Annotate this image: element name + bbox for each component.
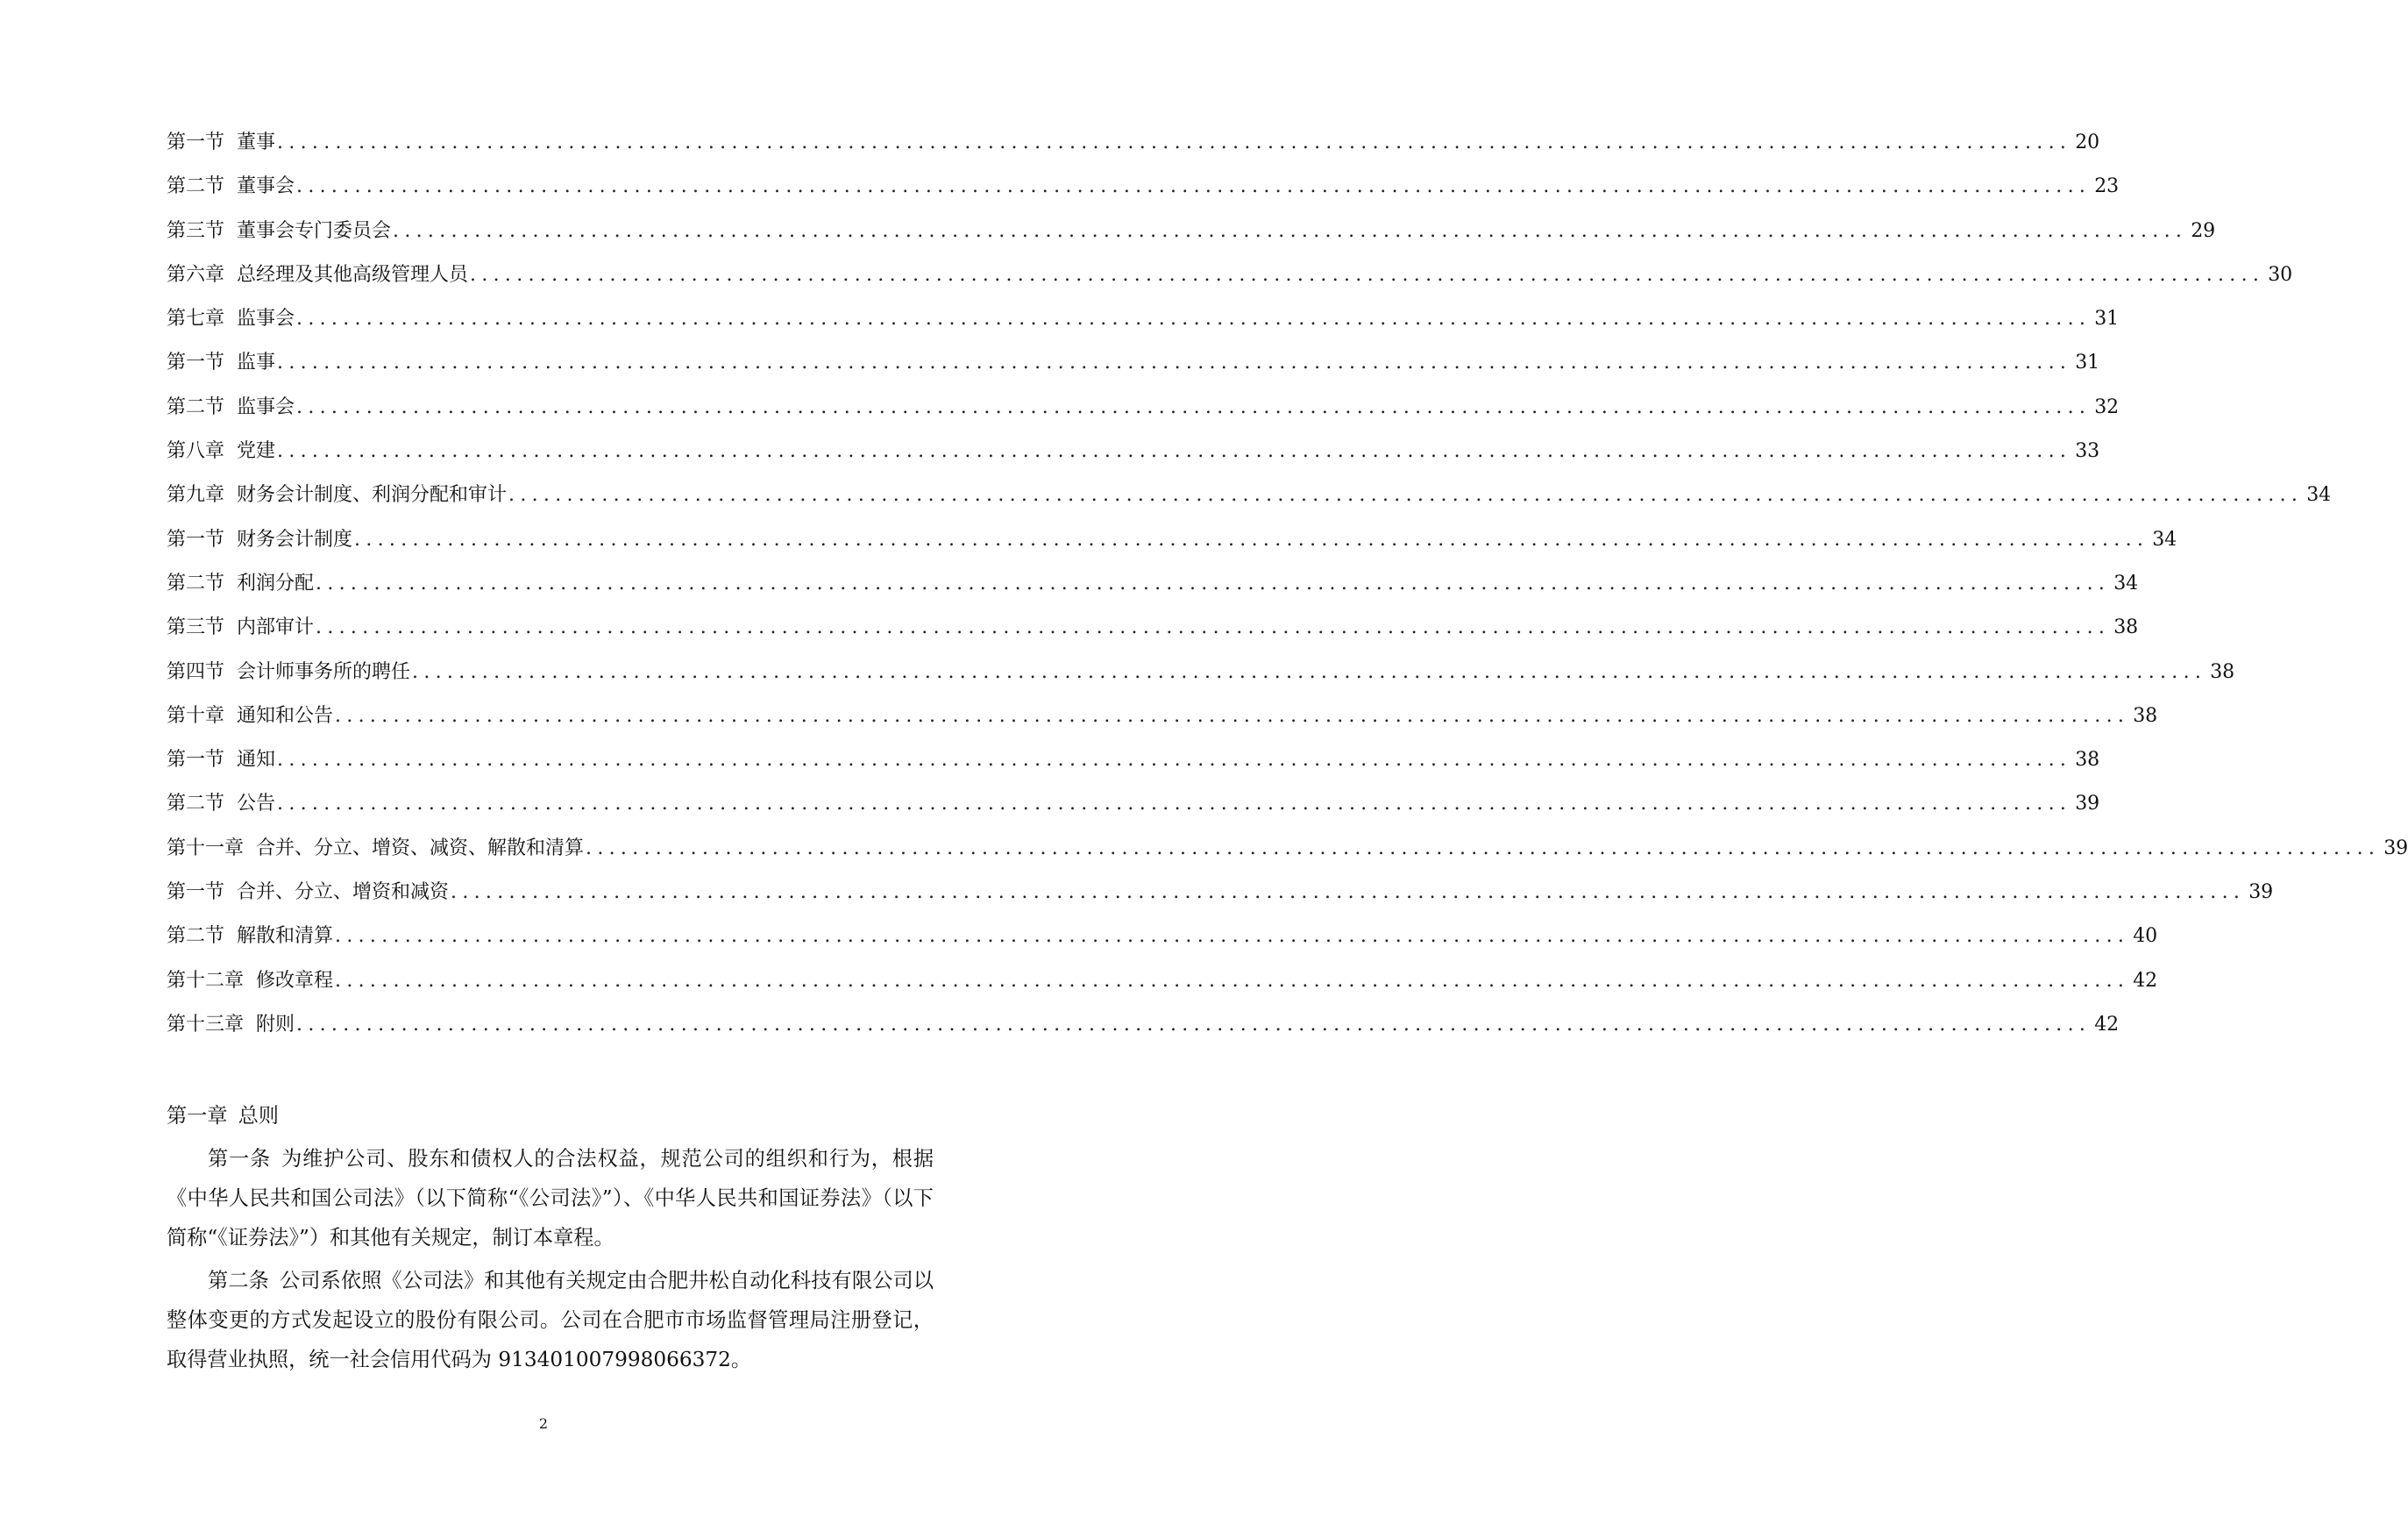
toc-entry-page: 34: [2113, 572, 2139, 595]
toc-entry-title: 合并、分立、增资和减资: [237, 881, 450, 904]
toc-entry-page: 20: [2075, 132, 2100, 153]
toc-entry-title: 监事会: [237, 395, 295, 418]
toc-entry-number: 第十章: [167, 704, 225, 727]
toc-entry[interactable]: [167, 968, 2158, 1012]
toc-entry[interactable]: [167, 571, 2139, 615]
toc-entry-number: 第十二章: [167, 969, 245, 992]
toc-entry-page: 29: [2191, 219, 2216, 242]
toc-dot-leader: ..........................................................................................................................................................: [296, 1013, 2092, 1036]
toc-dot-leader: ..........................................................................................................................................................: [508, 484, 2304, 507]
toc-entry-number: 第一节: [167, 749, 225, 772]
toc-entry-page: 42: [2133, 969, 2158, 992]
body-text: [167, 1096, 934, 1383]
toc-entry-page: 30: [2268, 263, 2293, 286]
toc-entry-label: [167, 350, 275, 376]
toc-entry-label: [167, 262, 468, 288]
toc-entry-number: 第二节: [167, 925, 225, 948]
toc-dot-leader: ..........................................................................................................................................................: [354, 528, 2149, 551]
toc-entry-title: 通知: [237, 749, 276, 772]
toc-dot-leader: ..........................................................................................................................................................: [277, 749, 2072, 772]
toc-entry[interactable]: [167, 262, 2293, 306]
toc-entry-number: 第一节: [167, 528, 225, 551]
toc-entry[interactable]: [167, 395, 2120, 438]
toc-entry-label: [167, 923, 333, 950]
toc-entry[interactable]: [167, 836, 2408, 879]
toc-dot-leader: ..........................................................................................................................................................: [335, 925, 2130, 948]
toc-dot-leader: ..........................................................................................................................................................: [277, 793, 2072, 815]
chapter-number: 第一章: [167, 1104, 228, 1128]
toc-entry-page: 42: [2094, 1013, 2120, 1036]
toc-dot-leader: ..........................................................................................................................................................: [296, 395, 2092, 418]
toc-entry-number: 第十三章: [167, 1013, 245, 1036]
chapter-title: 总则: [238, 1104, 279, 1128]
toc-entry-title: 通知和公告: [237, 704, 334, 727]
toc-entry-label: [167, 218, 391, 245]
toc-entry-title: 会计师事务所的聘任: [237, 660, 411, 683]
toc-entry-page: 39: [2075, 793, 2100, 815]
article-number: 第一条: [208, 1147, 272, 1171]
toc-entry[interactable]: [167, 923, 2158, 967]
article-paragraph: [167, 1261, 934, 1379]
toc-entry[interactable]: [167, 174, 2120, 217]
toc-entry-title: 利润分配: [237, 572, 315, 595]
toc-dot-leader: ..........................................................................................................................................................: [316, 572, 2111, 595]
toc-entry-page: 31: [2075, 352, 2100, 374]
toc-entry-title: 总经理及其他高级管理人员: [237, 263, 469, 286]
article-text: 公司系依照《公司法》和其他有关规定由合肥井松自动化科技有限公司以整体变更的方式发起设立的股份有限公司。公司在合肥市市场监督管理局注册登记，取得营业执照，统一社会信用代码为 913401007998066372。: [167, 1269, 934, 1371]
toc-entry[interactable]: [167, 791, 2100, 835]
toc-entry-label: [167, 879, 449, 906]
chapter-heading: [167, 1096, 934, 1136]
toc-entry[interactable]: [167, 350, 2100, 394]
toc-entry-number: 第七章: [167, 308, 225, 331]
toc-entry-number: 第十一章: [167, 837, 245, 859]
toc-entry-title: 公告: [237, 793, 276, 815]
toc-entry-label: [167, 130, 275, 156]
toc-entry[interactable]: [167, 130, 2100, 174]
toc-dot-leader: ..........................................................................................................................................................: [412, 660, 2207, 683]
toc-dot-leader: ..........................................................................................................................................................: [277, 440, 2072, 463]
toc-entry[interactable]: [167, 659, 2235, 703]
toc-entry-page: 39: [2383, 837, 2408, 859]
toc-entry-page: 38: [2133, 704, 2158, 727]
toc-entry-page: 39: [2248, 881, 2274, 904]
toc-entry-label: [167, 747, 275, 773]
toc-entry-number: 第一节: [167, 881, 225, 904]
toc-entry[interactable]: [167, 306, 2120, 350]
toc-entry-label: [167, 615, 314, 641]
toc-dot-leader: ..........................................................................................................................................................: [393, 219, 2188, 242]
toc-entry-label: [167, 703, 333, 730]
toc-entry-label: [167, 438, 275, 465]
toc-dot-leader: ..........................................................................................................................................................: [335, 969, 2130, 992]
toc-entry-number: 第二节: [167, 572, 225, 595]
toc-entry-label: [167, 527, 352, 553]
toc-entry[interactable]: [167, 438, 2100, 482]
toc-entry-label: [167, 571, 314, 597]
toc-dot-leader: ..........................................................................................................................................................: [470, 263, 2265, 286]
article-text: 为维护公司、股东和债权人的合法权益，规范公司的组织和行为，根据《中华人民共和国公司法》（以下简称“《公司法》”）、《中华人民共和国证券法》（以下简称“《证券法》”）和其他有关规定，制订本章程。: [167, 1147, 934, 1250]
toc-dot-leader: ..........................................................................................................................................................: [586, 837, 2381, 859]
toc-dot-leader: ..........................................................................................................................................................: [296, 308, 2092, 331]
toc-entry-number: 第九章: [167, 484, 225, 507]
toc-dot-leader: ..........................................................................................................................................................: [277, 352, 2072, 374]
toc-entry-title: 附则: [256, 1013, 295, 1036]
article-paragraph: [167, 1139, 934, 1257]
toc-dot-leader: ..........................................................................................................................................................: [451, 881, 2246, 904]
toc-entry-number: 第一节: [167, 132, 225, 153]
toc-entry-number: 第六章: [167, 263, 225, 286]
toc-dot-leader: ..........................................................................................................................................................: [277, 132, 2072, 153]
toc-dot-leader: ..........................................................................................................................................................: [296, 175, 2092, 198]
toc-dot-leader: ..........................................................................................................................................................: [335, 704, 2130, 727]
toc-entry-number: 第八章: [167, 440, 225, 463]
toc-entry-number: 第二节: [167, 395, 225, 418]
page-number: 2: [538, 1415, 549, 1432]
toc-entry[interactable]: [167, 482, 2332, 526]
toc-entry-title: 财务会计制度: [237, 528, 353, 551]
toc-entry-page: 33: [2075, 440, 2100, 463]
toc-entry-label: [167, 968, 333, 994]
toc-entry-page: 38: [2210, 660, 2235, 683]
toc-entry-title: 解散和清算: [237, 925, 334, 948]
toc-entry-title: 修改章程: [256, 969, 334, 992]
toc-entry-title: 监事会: [237, 308, 295, 331]
toc-entry-number: 第一节: [167, 352, 225, 374]
toc-entry-number: 第二节: [167, 175, 225, 198]
toc-entry-label: [167, 395, 295, 421]
toc-entry-page: 38: [2113, 616, 2139, 639]
toc-entry-number: 第三节: [167, 219, 225, 242]
toc-entry-label: [167, 1012, 295, 1038]
toc-entry-page: 38: [2075, 749, 2100, 772]
toc-dot-leader: ..........................................................................................................................................................: [316, 616, 2111, 639]
toc-entry[interactable]: [167, 879, 2274, 923]
table-of-contents: [167, 130, 2408, 1056]
toc-entry-label: [167, 791, 275, 817]
toc-entry-number: 第三节: [167, 616, 225, 639]
toc-entry-title: 董事会专门委员会: [237, 219, 392, 242]
toc-entry-title: 内部审计: [237, 616, 315, 639]
toc-entry-page: 32: [2094, 395, 2120, 418]
toc-entry-label: [167, 306, 295, 332]
toc-entry-page: 40: [2133, 925, 2158, 948]
toc-entry[interactable]: [167, 703, 2158, 747]
toc-entry[interactable]: [167, 615, 2139, 659]
toc-entry-title: 财务会计制度、利润分配和审计: [237, 484, 508, 507]
toc-entry-label: [167, 836, 584, 862]
toc-entry[interactable]: [167, 527, 2177, 571]
toc-entry-label: [167, 174, 295, 200]
toc-entry-title: 董事会: [237, 175, 295, 198]
toc-entry-title: 监事: [237, 352, 276, 374]
toc-entry-page: 31: [2094, 308, 2120, 331]
toc-entry-page: 34: [2152, 528, 2177, 551]
toc-entry-title: 合并、分立、增资、减资、解散和清算: [256, 837, 585, 859]
toc-entry-title: 董事: [237, 132, 276, 153]
toc-entry-number: 第四节: [167, 660, 225, 683]
toc-entry-page: 23: [2094, 175, 2120, 198]
toc-entry[interactable]: [167, 747, 2100, 791]
toc-entry-label: [167, 659, 410, 686]
toc-entry[interactable]: [167, 1012, 2120, 1056]
toc-entry-title: 党建: [237, 440, 276, 463]
article-number: 第二条: [208, 1269, 269, 1292]
toc-entry-page: 34: [2306, 484, 2332, 507]
toc-entry-number: 第二节: [167, 793, 225, 815]
toc-entry[interactable]: [167, 218, 2216, 262]
toc-entry-label: [167, 482, 507, 509]
